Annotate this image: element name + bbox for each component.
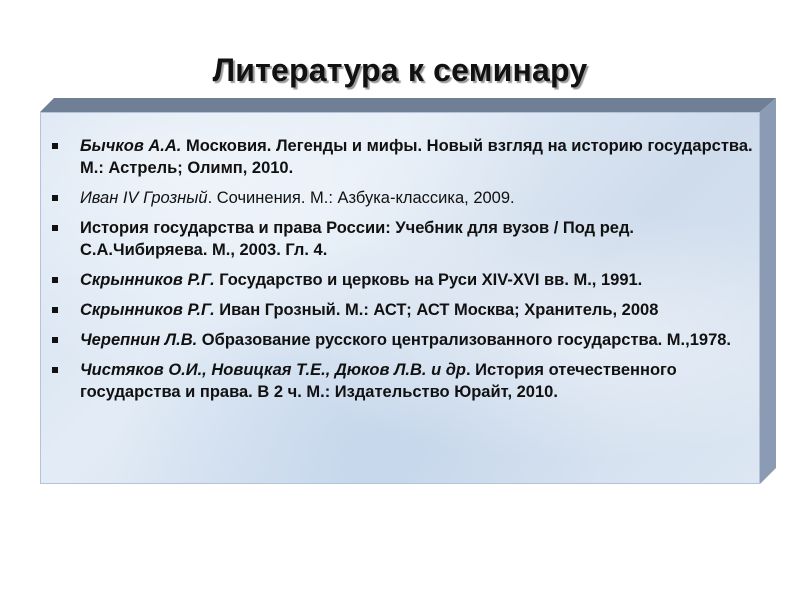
reference-text: Иван Грозный. М.: АСТ; АСТ Москва; Хранитель, 2008 bbox=[214, 301, 659, 319]
reference-author: Черепнин Л.В. bbox=[80, 331, 198, 349]
square-bullet-icon bbox=[52, 307, 58, 313]
list-item bbox=[48, 135, 760, 179]
box-top-bevel bbox=[40, 98, 776, 112]
references-list bbox=[48, 135, 760, 411]
square-bullet-icon bbox=[52, 277, 58, 283]
references-box bbox=[40, 98, 776, 484]
reference-text: История государства и права России: Учебник для вузов / Под ред. С.А.Чибиряева. М., 2003. Гл. 4. bbox=[80, 219, 635, 259]
box-face bbox=[40, 112, 760, 484]
list-item bbox=[48, 269, 760, 291]
reference-author: Бычков А.А. bbox=[80, 137, 182, 155]
square-bullet-icon bbox=[52, 225, 58, 231]
list-item bbox=[48, 217, 760, 261]
square-bullet-icon bbox=[52, 337, 58, 343]
reference-text: Образование русского централизованного государства. М.,1978. bbox=[197, 331, 732, 349]
list-item bbox=[48, 187, 760, 209]
reference-author: Скрынников Р.Г. bbox=[80, 271, 215, 289]
list-item bbox=[48, 299, 760, 321]
square-bullet-icon bbox=[52, 367, 58, 373]
reference-text: . История отечественного государства и права. В 2 ч. М.: Издательство Юрайт, 2010. bbox=[80, 361, 677, 401]
reference-text: . Сочинения. М.: Азбука-классика, 2009. bbox=[207, 189, 515, 207]
list-item bbox=[48, 329, 760, 351]
reference-text: Государство и церковь на Руси XIV-XVI вв. М., 1991. bbox=[214, 271, 643, 289]
square-bullet-icon bbox=[52, 143, 58, 149]
list-item bbox=[48, 359, 760, 403]
reference-author: Иван IV Грозный bbox=[80, 189, 208, 207]
reference-author: Чистяков О.И., Новицкая Т.Е., Дюков Л.В. и др bbox=[80, 361, 467, 379]
box-side-bevel bbox=[760, 98, 776, 484]
square-bullet-icon bbox=[52, 195, 58, 201]
reference-author: Скрынников Р.Г. bbox=[80, 301, 215, 319]
reference-text: Московия. Легенды и мифы. Новый взгляд на историю государства. М.: Астрель; Олимп, 2010. bbox=[80, 137, 753, 177]
slide-title: Литература к семинару bbox=[212, 52, 588, 88]
